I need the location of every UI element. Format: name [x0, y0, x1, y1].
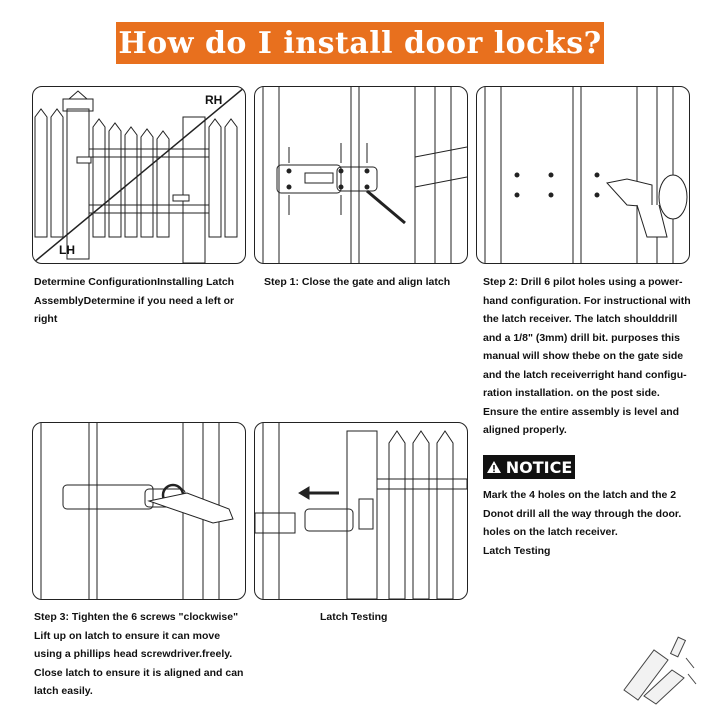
warning-icon — [486, 460, 502, 474]
caption-latch-testing: Latch Testing — [320, 611, 388, 623]
notice-label: NOTICE — [505, 457, 573, 477]
notice-badge — [483, 455, 575, 479]
caption-notice: Mark the 4 holes on the latch and the 2 Donot drill all the way through the door. holes on the latch receiver. Latch Testing — [483, 489, 682, 557]
panel-step1 — [254, 86, 468, 264]
tighten-screws-illustration — [33, 423, 245, 599]
label-rh: RH — [205, 93, 223, 107]
fence-configuration-illustration — [33, 87, 245, 263]
drill-pilot-holes-illustration — [477, 87, 689, 263]
caption-configuration: Determine ConfigurationInstalling Latch AssemblyDetermine if you need a left or right — [34, 276, 235, 325]
panel-step3 — [32, 422, 246, 600]
panel-latch-testing — [254, 422, 468, 600]
page-title: How do I install door locks? — [118, 25, 602, 61]
latch-testing-illustration — [255, 423, 467, 599]
caption-step1: Step 1: Close the gate and align latch — [264, 276, 451, 288]
caption-step2: Step 2: Drill 6 pilot holes using a power- hand configuration. For instructional with the latch receiver. The latch shoulddrill and a 1/8" (3mm) drill bit. purposes this manual will show thebe on the gate side and the latch receiverright hand configu- ration installation. on the post side. Ensure the entire assembly is level and aligned properly. — [483, 276, 691, 436]
align-latch-illustration — [255, 87, 467, 263]
title-banner — [116, 22, 604, 64]
caption-step3: Step 3: Tighten the 6 screws "clockwise" Lift up on latch to ensure it can move using a phillips head screwdriver.freely. Close latch to ensure it is aligned and can latch easily. — [34, 611, 244, 697]
panel-configuration — [32, 86, 246, 264]
panel-step2 — [476, 86, 690, 264]
latch-hardware-image — [614, 630, 704, 710]
label-lh: LH — [59, 243, 75, 257]
